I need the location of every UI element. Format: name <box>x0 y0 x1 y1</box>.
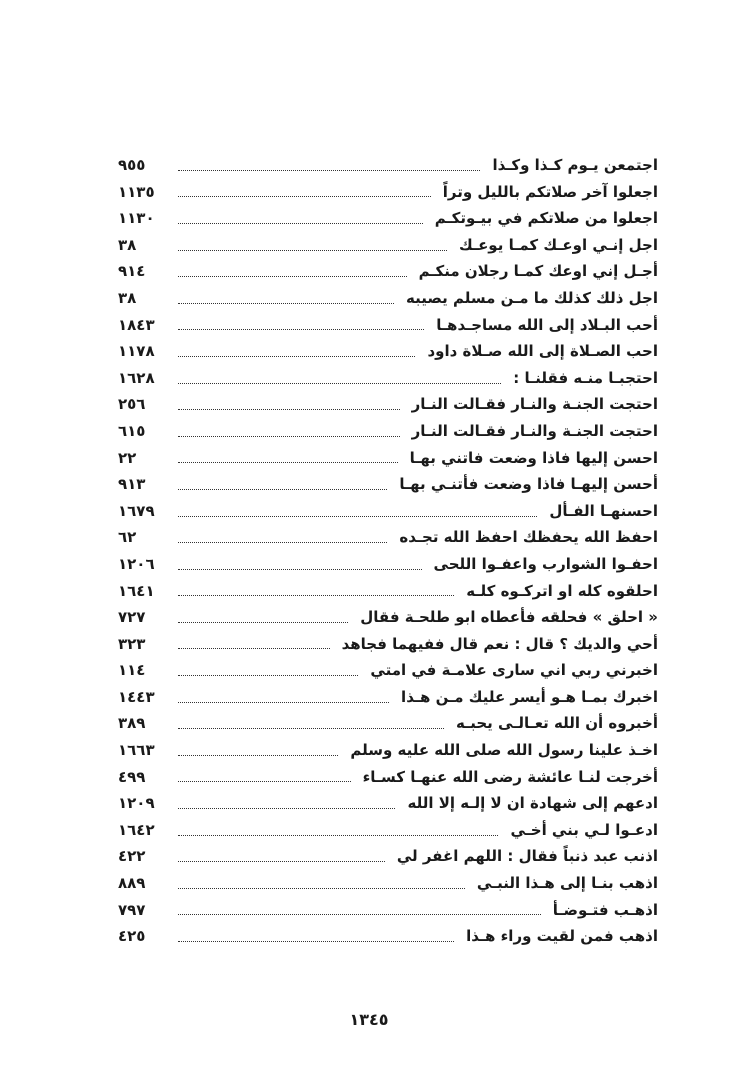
index-entry <box>118 631 658 658</box>
index-entry <box>118 923 658 950</box>
entry-text: ادعهم إلى شهادة ان لا إلـه إلا الله <box>407 794 658 813</box>
dot-leader <box>178 250 447 251</box>
dot-leader <box>178 888 465 889</box>
index-entry <box>118 710 658 737</box>
index-entry <box>118 391 658 418</box>
dot-leader <box>178 914 541 915</box>
dot-leader <box>178 170 480 171</box>
index-entry <box>118 790 658 817</box>
entry-text: اجل إنـي اوعـك كمـا يوعـك <box>458 235 658 254</box>
entry-text: اجعلوا من صلاتكم في بيـوتكـم <box>434 209 658 228</box>
entry-text: أحسن إليهـا فاذا وضعت فأتنـي بهـا <box>399 475 658 494</box>
entry-text: احتجت الجنـة والنـار فقـالت النـار <box>411 395 658 414</box>
dot-leader <box>178 436 400 437</box>
entry-text: اخـذ علينا رسول الله صلى الله عليه وسلم <box>350 741 658 760</box>
entry-text: اخبرك بمـا هـو أيسر عليك مـن هـذا <box>401 687 658 706</box>
index-entry <box>118 684 658 711</box>
entry-page-number: ١٦٦٣ <box>118 741 155 760</box>
page-number: ١٣٤٥ <box>349 1010 389 1029</box>
entry-text: اجعلوا آخر صلاتكم بالليل وتراً <box>442 182 658 201</box>
entry-page-number: ٧٢٧ <box>118 608 146 627</box>
entry-page-number: ٦٢ <box>118 528 137 547</box>
index-entry <box>118 338 658 365</box>
index-entry <box>118 764 658 791</box>
index-entry <box>118 657 658 684</box>
entry-page-number: ٣٨٩ <box>118 714 146 733</box>
entry-page-number: ١٦٧٩ <box>118 501 155 520</box>
dot-leader <box>178 303 394 304</box>
entry-page-number: ١١٣٥ <box>118 182 155 201</box>
entry-text: اذنب عبد ذنباً فقال : اللهم اغفر لي <box>396 847 658 866</box>
entry-text: أخبروه أن الله تعـالـى يحبـه <box>456 714 658 733</box>
entry-text: احفـوا الشوارب واعفـوا اللحى <box>433 554 658 573</box>
index-entry <box>118 285 658 312</box>
index-entry <box>118 604 658 631</box>
entry-page-number: ١٢٠٩ <box>118 794 155 813</box>
dot-leader <box>178 595 454 596</box>
dot-leader <box>178 675 358 676</box>
index-entry <box>118 232 658 259</box>
entry-page-number: ٣٢٣ <box>118 634 146 653</box>
dot-leader <box>178 755 338 756</box>
entry-page-number: ١٦٢٨ <box>118 368 155 387</box>
entry-text: احلقوه كله او اتركـوه كلـه <box>466 581 658 600</box>
entry-page-number: ٢٥٦ <box>118 395 146 414</box>
index-entry <box>118 870 658 897</box>
entry-text: « احلق » فحلقه فأعطاه ابو طلحـة فقال <box>360 608 658 627</box>
dot-leader <box>178 808 395 809</box>
index-entry <box>118 551 658 578</box>
entry-text: احتجت الجنـة والنـار فقـالت النـار <box>411 421 658 440</box>
entry-text: ادعـوا لـي بني أخـي <box>510 820 658 839</box>
entry-page-number: ١١٤ <box>118 661 146 680</box>
dot-leader <box>178 383 501 384</box>
entry-text: اذهـب فتـوضـأ <box>552 900 658 919</box>
index-entry <box>118 152 658 179</box>
index-entry <box>118 471 658 498</box>
index-entry <box>118 578 658 605</box>
dot-leader <box>178 861 385 862</box>
entry-text: احسنهـا الفـأل <box>549 501 658 520</box>
index-entry <box>118 365 658 392</box>
dot-leader <box>178 356 415 357</box>
entry-page-number: ٨٨٩ <box>118 874 146 893</box>
entry-page-number: ٩١٤ <box>118 262 146 281</box>
dot-leader <box>178 516 537 517</box>
index-entry <box>118 179 658 206</box>
dot-leader <box>178 196 431 197</box>
entry-page-number: ١٤٤٣ <box>118 687 155 706</box>
entry-text: اذهب فمن لقيت وراء هـذا <box>466 927 658 946</box>
entry-text: اخبرني ربي اني سارى علامـة في امتي <box>370 661 658 680</box>
entry-text: اذهب بنـا إلى هـذا النبـي <box>476 874 658 893</box>
hadith-index-list <box>118 152 658 950</box>
entry-page-number: ١٦٤٢ <box>118 820 155 839</box>
entry-text: احسن إليها فاذا وضعت فاتني بهـا <box>409 448 658 467</box>
dot-leader <box>178 489 387 490</box>
index-entry <box>118 258 658 285</box>
entry-page-number: ٤٢٢ <box>118 847 146 866</box>
dot-leader <box>178 569 422 570</box>
entry-text: أحي والديك ؟ قال : نعم قال ففيهما فجاهد <box>341 634 658 653</box>
index-entry <box>118 524 658 551</box>
entry-page-number: ١١٧٨ <box>118 342 155 361</box>
dot-leader <box>178 702 389 703</box>
index-entry <box>118 817 658 844</box>
entry-page-number: ١٢٠٦ <box>118 554 155 573</box>
entry-text: اجل ذلك كذلك ما مـن مسلم يصيبه <box>406 288 658 307</box>
entry-page-number: ٩١٣ <box>118 475 146 494</box>
entry-page-number: ٣٨ <box>118 235 137 254</box>
dot-leader <box>178 462 398 463</box>
index-entry <box>118 312 658 339</box>
entry-page-number: ٤٩٩ <box>118 767 146 786</box>
entry-page-number: ٦١٥ <box>118 421 146 440</box>
dot-leader <box>178 648 330 649</box>
entry-page-number: ٢٢ <box>118 448 137 467</box>
index-entry <box>118 843 658 870</box>
dot-leader <box>178 835 498 836</box>
entry-page-number: ٤٢٥ <box>118 927 146 946</box>
dot-leader <box>178 223 423 224</box>
dot-leader <box>178 329 424 330</box>
dot-leader <box>178 409 400 410</box>
entry-page-number: ٣٨ <box>118 288 137 307</box>
entry-text: احفظ الله يحفظك احفظ الله تجـده <box>399 528 658 547</box>
dot-leader <box>178 781 351 782</box>
index-entry <box>118 897 658 924</box>
dot-leader <box>178 728 444 729</box>
entry-text: احب الصـلاة إلى الله صـلاة داود <box>427 342 658 361</box>
index-entry <box>118 498 658 525</box>
index-entry <box>118 205 658 232</box>
entry-page-number: ٧٩٧ <box>118 900 146 919</box>
index-entry <box>118 418 658 445</box>
dot-leader <box>178 276 407 277</box>
entry-text: أخرجت لنـا عائشة رضى الله عنهـا كسـاء <box>362 767 658 786</box>
dot-leader <box>178 941 454 942</box>
dot-leader <box>178 542 387 543</box>
index-entry <box>118 737 658 764</box>
dot-leader <box>178 622 348 623</box>
entry-page-number: ١٦٤١ <box>118 581 155 600</box>
entry-page-number: ٩٥٥ <box>118 156 146 174</box>
entry-page-number: ١١٣٠ <box>118 209 155 228</box>
index-entry <box>118 445 658 472</box>
entry-page-number: ١٨٤٣ <box>118 315 155 334</box>
entry-text: أحب البـلاد إلى الله مساجـدهـا <box>436 315 658 334</box>
entry-text: اجتمعن يـوم كـذا وكـذا <box>492 156 658 174</box>
entry-text: أجـل إني اوعك كمـا رجلان منكـم <box>418 262 658 281</box>
entry-text: احتجبـا منـه فقلنـا : <box>513 368 658 387</box>
